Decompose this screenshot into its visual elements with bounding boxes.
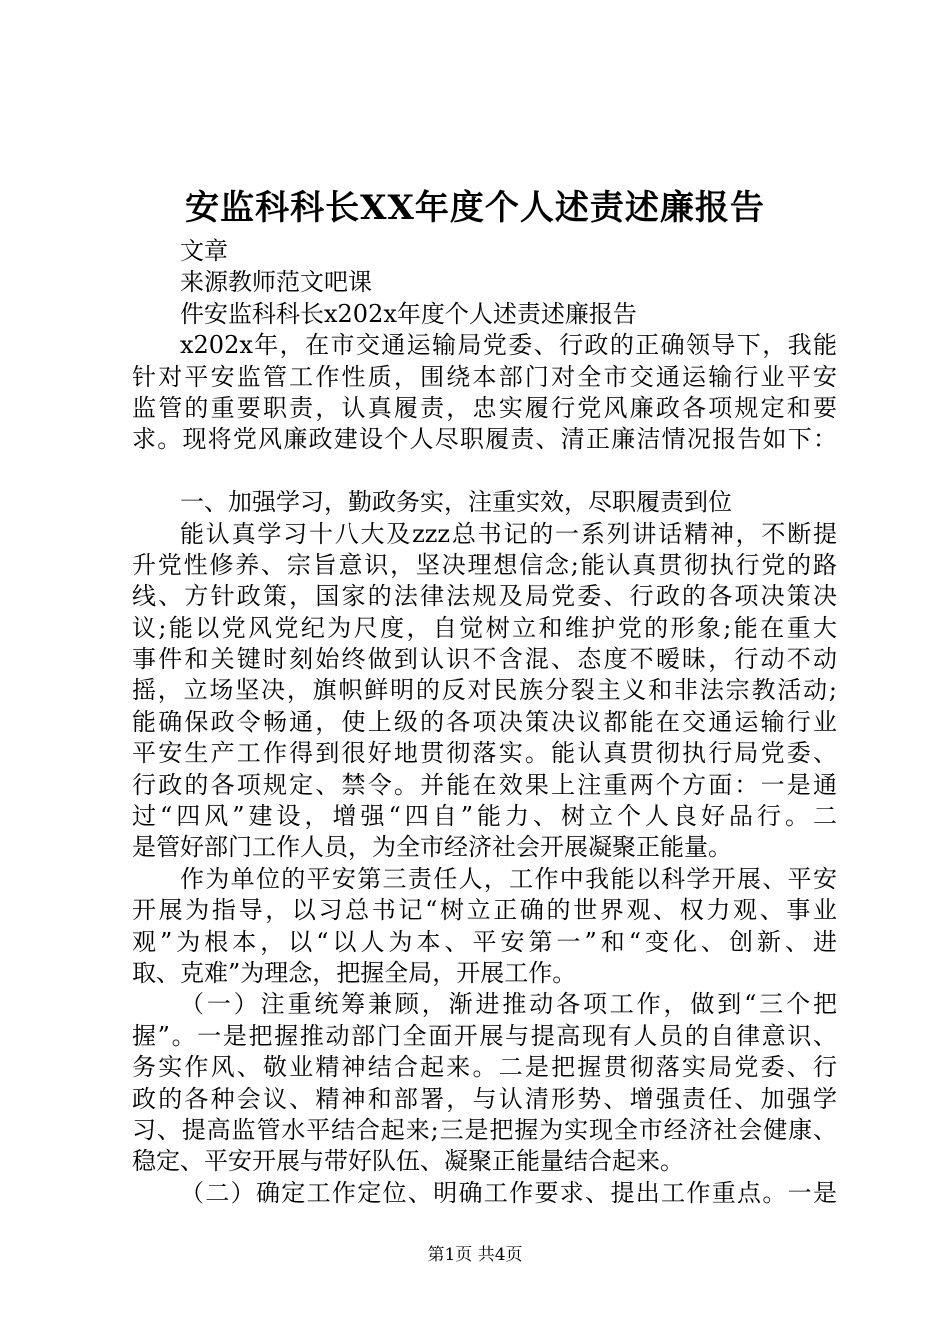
page-footer: 第1页 共4页 xyxy=(427,1245,523,1265)
page-title: 安监科科长XX年度个人述责述廉报告 xyxy=(185,188,765,228)
body-line: 观”为根本，以“以人为本、平安第一”和“变化、创新、进 xyxy=(132,927,837,956)
body-line: 过“四风”建设，增强“四自”能力、树立个人良好品行。二 xyxy=(132,802,837,831)
body-line: 升党性修养、宗旨意识，坚决理想信念;能认真贯彻执行党的路 xyxy=(132,550,837,579)
body-line: 是管好部门工作人员，为全市经济社会开展凝聚正能量。 xyxy=(132,833,732,862)
body-line: 件安监科科长x202x年度个人述责述廉报告 xyxy=(180,299,637,328)
body-line: 线、方针政策，国家的法律法规及局党委、行政的各项决策决 xyxy=(132,582,837,611)
body-line: 握”。一是把握推动部门全面开展与提高现有人员的自律意识、 xyxy=(132,1021,837,1050)
body-line: 稳定、平安开展与带好队伍、凝聚正能量结合起来。 xyxy=(132,1147,684,1176)
body-line: 习、提高监管水平结合起来;三是把握为实现全市经济社会健康、 xyxy=(132,1115,837,1144)
body-line: x202x年，在市交通运输局党委、行政的正确领导下，我能 xyxy=(180,331,837,360)
body-line: 事件和关键时刻始终做到认识不含混、态度不暧昧，行动不动 xyxy=(132,645,837,674)
body-line: 求。现将党风廉政建设个人尽职履责、清正廉洁情况报告如下： xyxy=(132,425,837,454)
body-line: 能确保政令畅通，使上级的各项决策决议都能在交通运输行业 xyxy=(132,707,837,736)
body-line: 取、克难”为理念，把握全局，开展工作。 xyxy=(132,958,577,987)
blank-line xyxy=(132,456,837,487)
body-line: 务实作风、敬业精神结合起来。二是把握贯彻落实局党委、行 xyxy=(132,1053,837,1082)
body-line: 政的各种会议、精神和部署，与认清形势、增强责任、加强学 xyxy=(132,1084,837,1113)
body-line: 开展为指导，以习总书记“树立正确的世界观、权力观、事业 xyxy=(132,896,837,925)
body-line: 能认真学习十八大及zzz总书记的一系列讲话精神，不断提 xyxy=(180,519,837,548)
body-line: 作为单位的平安第三责任人，工作中我能以科学开展、平安 xyxy=(180,864,837,893)
body-line: 针对平安监管工作性质，围绕本部门对全市交通运输行业平安 xyxy=(132,362,837,391)
body-line: 行政的各项规定、禁令。并能在效果上注重两个方面：一是通 xyxy=(132,770,837,799)
body-line: 议;能以党风党纪为尺度，自觉树立和维护党的形象;能在重大 xyxy=(132,613,837,642)
body-line: 文章 xyxy=(180,237,228,265)
body-line: 摇，立场坚决，旗帜鲜明的反对民族分裂主义和非法宗教活动; xyxy=(132,676,837,705)
body-line: 一、加强学习，勤政务实，注重实效，尽职履责到位 xyxy=(180,488,732,517)
body-line: 来源教师范文吧课 xyxy=(180,268,372,297)
document-body xyxy=(132,236,837,1209)
body-line: 监管的重要职责，认真履责，忠实履行党风廉政各项规定和要 xyxy=(132,393,837,422)
body-line: 平安生产工作得到很好地贯彻落实。能认真贯彻执行局党委、 xyxy=(132,739,837,768)
body-line: （一）注重统筹兼顾，渐进推动各项工作，做到“三个把 xyxy=(180,990,837,1019)
body-line: （二）确定工作定位、明确工作要求、提出工作重点。一是 xyxy=(180,1178,837,1207)
